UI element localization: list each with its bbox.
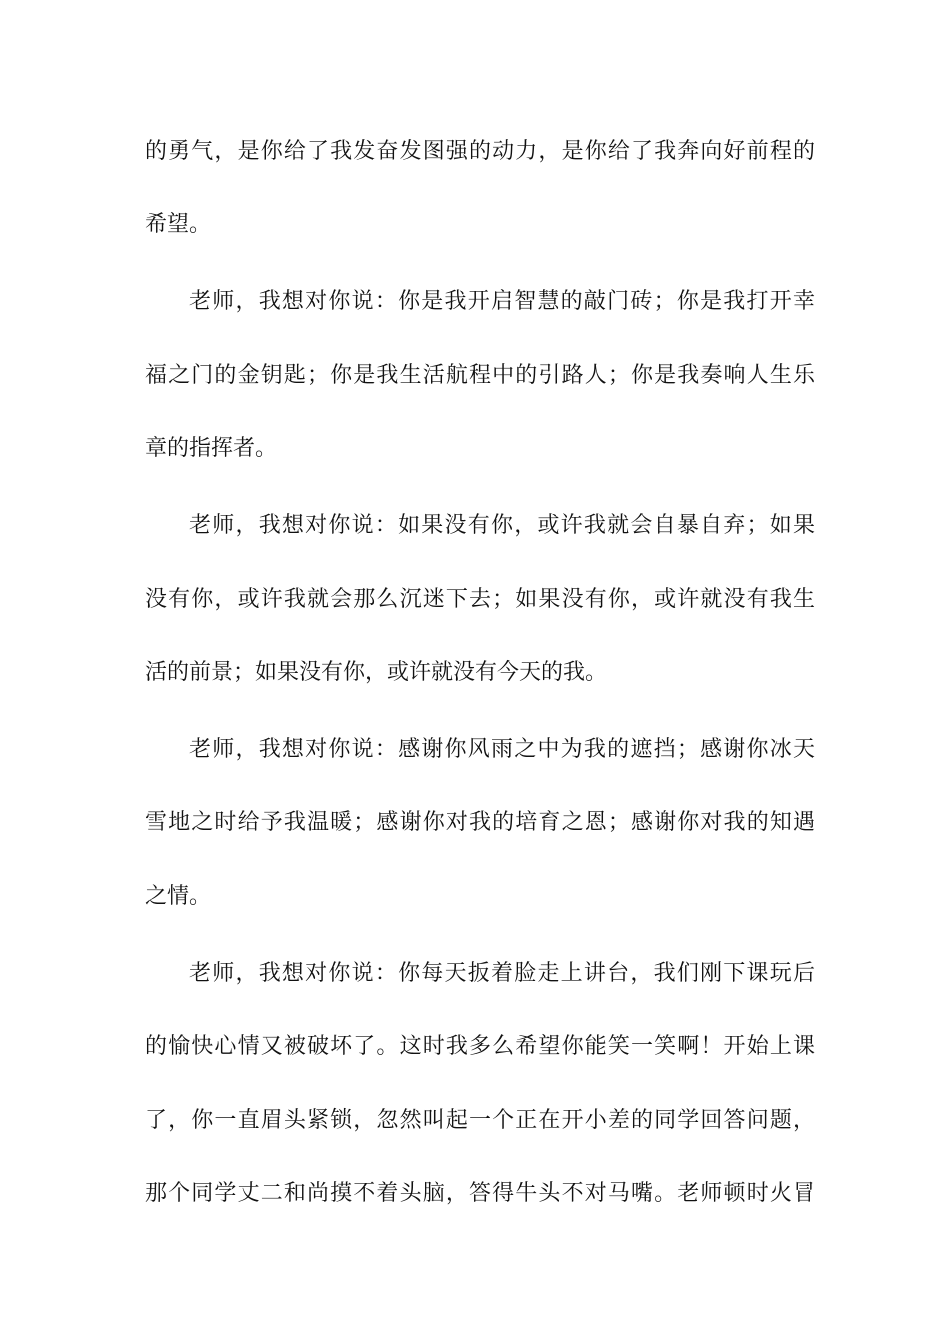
text-line: 希望。 xyxy=(145,212,212,237)
text-line: 章的指挥者。 xyxy=(145,436,278,461)
paragraph-first-line: 老师，我想对你说：你是我开启智慧的敲门砖；你是我打开幸 xyxy=(189,289,815,314)
text-line: 活的前景；如果没有你，或许就没有今天的我。 xyxy=(145,660,608,685)
text-line: 的愉快心情又被破坏了。这时我多么希望你能笑一笑啊！开始上课 xyxy=(145,1034,815,1059)
text-line: 福之门的金钥匙；你是我生活航程中的引路人；你是我奏响人生乐 xyxy=(145,363,815,388)
text-line: 那个同学丈二和尚摸不着头脑，答得牛头不对马嘴。老师顿时火冒 xyxy=(145,1181,815,1206)
paragraph-first-line: 老师，我想对你说：感谢你风雨之中为我的遮挡；感谢你冰天 xyxy=(189,737,815,762)
text-line: 雪地之时给予我温暖；感谢你对我的培育之恩；感谢你对我的知遇 xyxy=(145,810,815,835)
text-line: 没有你，或许我就会那么沉迷下去；如果没有你，或许就没有我生 xyxy=(145,587,815,612)
paragraph-first-line: 老师，我想对你说：如果没有你，或许我就会自暴自弃；如果 xyxy=(189,513,815,538)
paragraph-first-line: 老师，我想对你说：你每天扳着脸走上讲台，我们刚下课玩后 xyxy=(189,961,815,986)
text-line: 的勇气，是你给了我发奋发图强的动力，是你给了我奔向好前程的 xyxy=(145,139,815,164)
text-line: 之情。 xyxy=(145,884,212,909)
text-line: 了，你一直眉头紧锁，忽然叫起一个正在开小差的同学回答问题， xyxy=(145,1108,815,1133)
